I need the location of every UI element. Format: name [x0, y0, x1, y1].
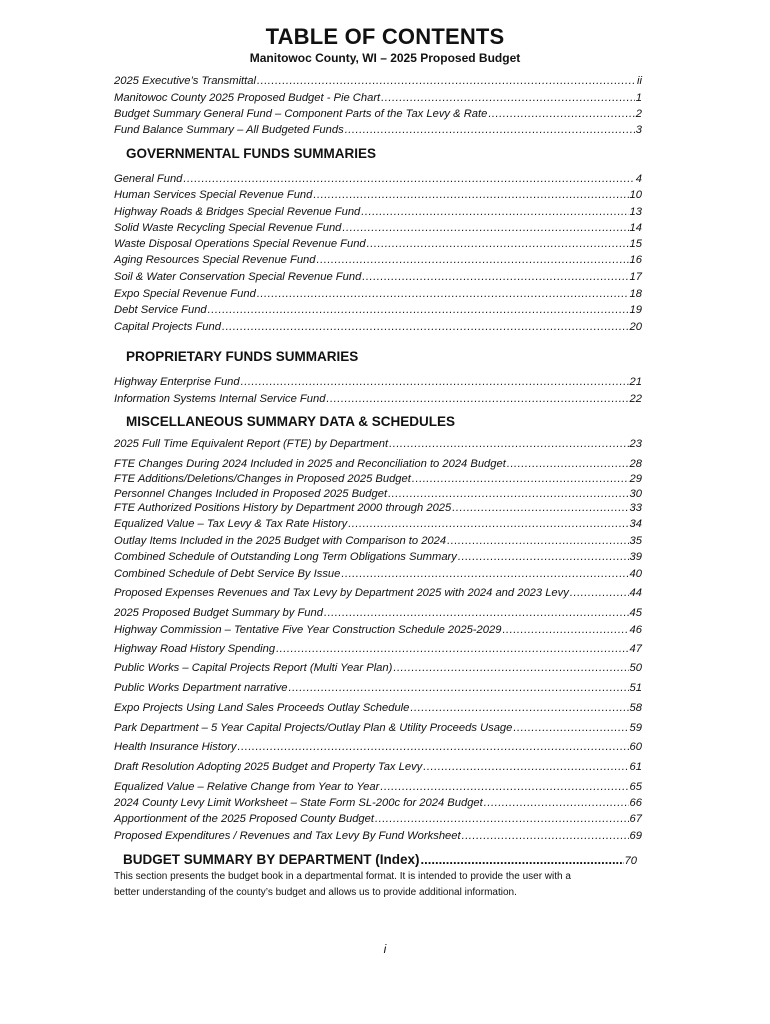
dot-leader [410, 701, 628, 715]
toc-entry[interactable] [114, 270, 642, 284]
dot-leader [288, 681, 628, 695]
toc-entry-title: 2025 Proposed Budget Summary by Fund [114, 607, 323, 619]
toc-entry[interactable] [114, 303, 642, 317]
toc-entry-title: Public Works Department narrative [114, 682, 288, 694]
toc-entry-title: Highway Roads & Bridges Special Revenue Fund [114, 206, 361, 218]
toc-entry-title: Highway Commission – Tentative Five Year Construction Schedule 2025-2029 [114, 624, 502, 636]
dot-leader [317, 253, 629, 267]
toc-entry[interactable] [114, 472, 642, 486]
toc-entry-title: Fund Balance Summary – All Budgeted Funds [114, 124, 344, 136]
toc-entry[interactable] [114, 237, 642, 251]
dot-leader [257, 74, 636, 88]
toc-entry-page: 2 [635, 108, 642, 120]
toc-entry[interactable] [114, 287, 642, 301]
toc-entry-page: 70 [624, 855, 637, 867]
toc-entry[interactable] [114, 740, 642, 754]
toc-entry-title: Equalized Value – Tax Levy & Tax Rate History [114, 518, 348, 530]
toc-entry-page: 17 [629, 271, 642, 283]
dot-leader [507, 457, 629, 471]
toc-entry[interactable] [114, 642, 642, 656]
toc-entry[interactable] [114, 253, 642, 267]
dot-leader [462, 829, 629, 843]
toc-entry-page: 58 [629, 702, 642, 714]
dot-leader [208, 303, 629, 317]
dot-leader [257, 287, 629, 301]
toc-entry[interactable] [114, 534, 642, 548]
toc-entry-title: General Fund [114, 173, 183, 185]
toc-entry-page: 15 [629, 238, 642, 250]
toc-entry-page: 39 [629, 551, 642, 563]
toc-entry-title: FTE Authorized Positions History by Department 2000 through 2025 [114, 502, 452, 514]
dot-leader [324, 606, 629, 620]
dot-leader [484, 796, 629, 810]
toc-entry-page: 14 [629, 222, 642, 234]
page-subtitle: Manitowoc County, WI – 2025 Proposed Budget [249, 51, 521, 65]
toc-entry[interactable] [114, 375, 642, 389]
toc-entry[interactable] [114, 721, 642, 735]
toc-entry-title: Apportionment of the 2025 Proposed County Budget [114, 813, 374, 825]
toc-entry-title: Budget Summary General Fund – Component Parts of the Tax Levy & Rate [114, 108, 488, 120]
dot-leader [367, 237, 629, 251]
dot-leader [183, 172, 634, 186]
toc-entry[interactable] [114, 760, 642, 774]
toc-entry-page: 46 [629, 624, 642, 636]
page-title: TABLE OF CONTENTS [265, 24, 505, 49]
dot-leader [488, 107, 634, 121]
toc-entry[interactable] [114, 392, 642, 406]
toc-entry-title: Debt Service Fund [114, 304, 207, 316]
toc-entry-page: 67 [629, 813, 642, 825]
dot-leader [362, 270, 628, 284]
toc-entry-title: Aging Resources Special Revenue Fund [114, 254, 316, 266]
dot-leader [421, 852, 624, 867]
toc-entry-page: 66 [629, 797, 642, 809]
toc-entry-page: 69 [629, 830, 642, 842]
toc-entry-title: Manitowoc County 2025 Proposed Budget - Pie Chart [114, 92, 381, 104]
dot-leader [375, 812, 629, 826]
toc-entry-page: 61 [629, 761, 642, 773]
toc-entry-page: 30 [629, 488, 642, 500]
toc-entry-title: 2025 Full Time Equivalent Report (FTE) by Department [114, 438, 389, 450]
toc-entry-page: 22 [629, 393, 642, 405]
dot-leader [326, 392, 628, 406]
toc-entry-page: 50 [629, 662, 642, 674]
page-number: i [383, 942, 387, 956]
toc-entry-page: 45 [629, 607, 642, 619]
toc-entry-title: Public Works – Capital Projects Report (Multi Year Plan) [114, 662, 393, 674]
toc-entry-page: 29 [629, 473, 642, 485]
toc-entry[interactable] [114, 829, 642, 843]
dot-leader [502, 623, 628, 637]
dot-leader [361, 205, 628, 219]
toc-entry[interactable] [114, 188, 642, 202]
toc-entry-page: 28 [629, 458, 642, 470]
toc-entry-title: Outlay Items Included in the 2025 Budget with Comparison to 2024 [114, 535, 447, 547]
toc-entry-budget-summary[interactable] [123, 852, 637, 867]
toc-entry-page: 35 [629, 535, 642, 547]
dot-leader [381, 91, 635, 105]
dot-leader [348, 517, 628, 531]
toc-entry[interactable] [114, 221, 642, 235]
toc-entry-title: Capital Projects Fund [114, 321, 221, 333]
toc-entry[interactable] [114, 623, 642, 637]
toc-entry-page: 21 [629, 376, 642, 388]
dot-leader [393, 661, 628, 675]
toc-entry-title: Equalized Value – Relative Change from Year to Year [114, 781, 380, 793]
toc-entry-title: Draft Resolution Adopting 2025 Budget and Property Tax Levy [114, 761, 423, 773]
toc-entry-title: Soil & Water Conservation Special Revenue Fund [114, 271, 362, 283]
dot-leader [452, 501, 628, 515]
toc-entry-title: 2024 County Levy Limit Worksheet – State Form SL-200c for 2024 Budget [114, 797, 483, 809]
toc-entry[interactable] [114, 172, 642, 186]
dot-leader [380, 780, 628, 794]
dot-leader [389, 437, 628, 451]
toc-entry[interactable] [114, 487, 642, 501]
toc-entry-page: 33 [629, 502, 642, 514]
toc-entry-page: 51 [629, 682, 642, 694]
toc-entry-page: 65 [629, 781, 642, 793]
toc-entry-page: 34 [629, 518, 642, 530]
toc-entry-title: 2025 Executive’s Transmittal [114, 75, 256, 87]
dot-leader [341, 567, 628, 581]
toc-entry-title: Waste Disposal Operations Special Revenue Fund [114, 238, 366, 250]
toc-entry[interactable] [114, 501, 642, 515]
dot-leader [388, 487, 628, 501]
toc-entry[interactable] [114, 586, 642, 600]
toc-entry[interactable] [114, 457, 642, 471]
dot-leader [241, 375, 629, 389]
toc-entry-title: Expo Projects Using Land Sales Proceeds Outlay Schedule [114, 702, 410, 714]
dot-leader [423, 760, 628, 774]
section-heading-governmental: GOVERNMENTAL FUNDS SUMMARIES [126, 146, 377, 161]
toc-entry-page: 10 [629, 189, 642, 201]
toc-entry-page: 4 [635, 173, 642, 185]
toc-entry[interactable] [114, 812, 642, 826]
toc-entry[interactable] [114, 567, 642, 581]
toc-entry-title: FTE Additions/Deletions/Changes in Proposed 2025 Budget [114, 473, 411, 485]
toc-entry[interactable] [114, 681, 642, 695]
toc-entry-page: 44 [629, 587, 642, 599]
toc-entry[interactable] [114, 550, 642, 564]
dot-leader [222, 320, 629, 334]
dot-leader [447, 534, 628, 548]
toc-entry-page: 13 [629, 206, 642, 218]
dot-leader [570, 586, 629, 600]
toc-entry-title: FTE Changes During 2024 Included in 2025 and Reconciliation to 2024 Budget [114, 458, 506, 470]
toc-entry-page: 47 [629, 643, 642, 655]
toc-entry[interactable] [114, 123, 642, 137]
toc-entry[interactable] [114, 437, 642, 451]
section-heading-miscellaneous: MISCELLANEOUS SUMMARY DATA & SCHEDULES [126, 414, 456, 429]
toc-entry-title: Park Department – 5 Year Capital Projects/Outlay Plan & Utility Proceeds Usage [114, 722, 513, 734]
toc-entry-title: Proposed Expenses Revenues and Tax Levy by Department 2025 with 2024 and 2023 Levy [114, 587, 569, 599]
toc-entry-title: Highway Road History Spending [114, 643, 276, 655]
toc-entry-page: 16 [629, 254, 642, 266]
dot-leader [458, 550, 629, 564]
toc-entry[interactable] [114, 320, 642, 334]
toc-entry-page: 18 [629, 288, 642, 300]
toc-entry[interactable] [114, 74, 642, 88]
toc-entry-title: Personnel Changes Included in Proposed 2025 Budget [114, 488, 388, 500]
toc-entry[interactable] [114, 205, 642, 219]
toc-entry[interactable] [114, 780, 642, 794]
toc-entry[interactable] [114, 606, 642, 620]
toc-entry-page: 1 [635, 92, 642, 104]
toc-entry-title: Expo Special Revenue Fund [114, 288, 256, 300]
budget-summary-heading: BUDGET SUMMARY BY DEPARTMENT (Index) [123, 852, 420, 867]
toc-entry-title: Solid Waste Recycling Special Revenue Fund [114, 222, 342, 234]
dot-leader [342, 221, 628, 235]
toc-entry-page: 20 [629, 321, 642, 333]
toc-entry-title: Human Services Special Revenue Fund [114, 189, 313, 201]
toc-entry-page: 3 [635, 124, 642, 136]
dot-leader [276, 642, 628, 656]
dot-leader [313, 188, 628, 202]
dot-leader [513, 721, 628, 735]
toc-entry-page: 40 [629, 568, 642, 580]
toc-entry[interactable] [114, 796, 642, 810]
dot-leader [238, 740, 629, 754]
budget-summary-description: This section presents the budget book in a departmental format. It is intended to provide the user with a better understanding of the county’s budget and allows us to provide additional information. [114, 871, 571, 898]
toc-entry-title: Combined Schedule of Outstanding Long Term Obligations Summary [114, 551, 457, 563]
toc-entry-page: ii [637, 75, 642, 87]
toc-entry[interactable] [114, 107, 642, 121]
toc-entry-title: Information Systems Internal Service Fund [114, 393, 326, 405]
toc-entry-page: 23 [629, 438, 642, 450]
toc-entry[interactable] [114, 517, 642, 531]
toc-entry-title: Health Insurance History [114, 741, 237, 753]
toc-entry-title: Combined Schedule of Debt Service By Issue [114, 568, 341, 580]
dot-leader [412, 472, 629, 486]
section-heading-proprietary: PROPRIETARY FUNDS SUMMARIES [126, 349, 359, 364]
toc-entry[interactable] [114, 661, 642, 675]
dot-leader [345, 123, 635, 137]
toc-entry-page: 60 [629, 741, 642, 753]
toc-entry[interactable] [114, 701, 642, 715]
toc-entry-title: Proposed Expenditures / Revenues and Tax Levy By Fund Worksheet [114, 830, 461, 842]
toc-entry[interactable] [114, 91, 642, 105]
toc-entry-page: 59 [629, 722, 642, 734]
toc-entry-page: 19 [629, 304, 642, 316]
toc-entry-title: Highway Enterprise Fund [114, 376, 240, 388]
